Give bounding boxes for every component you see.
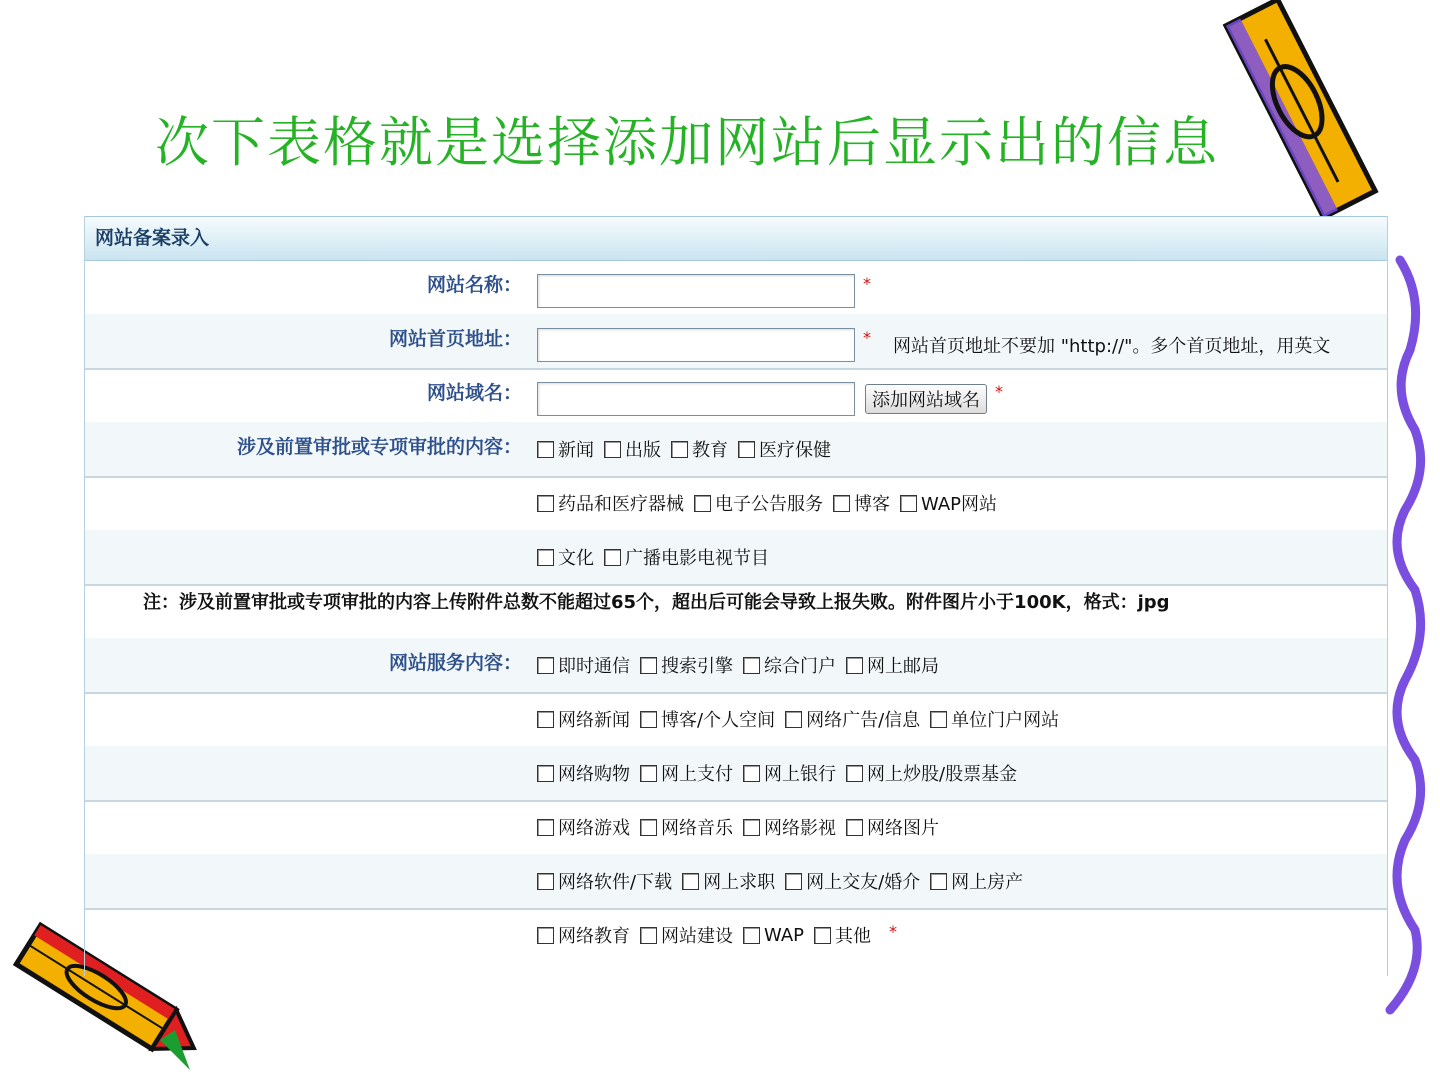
service-option[interactable]: 网络音乐 <box>640 814 733 840</box>
domain-input[interactable] <box>537 382 855 416</box>
required-mark: * <box>995 382 1003 401</box>
service-option[interactable]: 搜索引擎 <box>640 652 733 678</box>
website-registration-panel <box>84 216 1388 976</box>
approval-option[interactable]: 广播电影电视节目 <box>604 544 769 570</box>
service-option[interactable]: 网上支付 <box>640 760 733 786</box>
checkbox[interactable] <box>640 765 657 782</box>
checkbox[interactable] <box>682 873 699 890</box>
checkbox[interactable] <box>537 657 554 674</box>
service-option[interactable]: 网上炒股/股票基金 <box>846 760 1017 786</box>
services-options-5 <box>537 868 1033 894</box>
row-approval-1 <box>85 422 1387 478</box>
service-option[interactable]: 网上邮局 <box>846 652 939 678</box>
site-name-label: 网站名称： <box>426 274 522 296</box>
service-option[interactable]: 网上银行 <box>743 760 836 786</box>
domain-label: 网站域名： <box>426 382 522 404</box>
row-home-url <box>85 314 1387 370</box>
panel-header: 网站备案录入 <box>85 216 1387 261</box>
checkbox[interactable] <box>846 765 863 782</box>
checkbox[interactable] <box>537 927 554 944</box>
checkbox[interactable] <box>537 873 554 890</box>
row-services-5 <box>85 854 1387 910</box>
checkbox[interactable] <box>537 819 554 836</box>
service-option[interactable]: 网络软件/下载 <box>537 868 672 894</box>
row-services-6 <box>85 908 1387 962</box>
service-option[interactable]: 网上求职 <box>682 868 775 894</box>
checkbox[interactable] <box>743 765 760 782</box>
service-option[interactable]: 博客/个人空间 <box>640 706 775 732</box>
service-option[interactable]: WAP <box>743 925 804 946</box>
required-mark: * <box>888 922 897 941</box>
approval-option[interactable]: 药品和医疗器械 <box>537 490 684 516</box>
checkbox[interactable] <box>930 711 947 728</box>
row-services-2 <box>85 692 1387 748</box>
required-mark: * <box>863 328 871 347</box>
checkbox[interactable] <box>785 711 802 728</box>
checkbox[interactable] <box>537 711 554 728</box>
service-option[interactable]: 网站建设 <box>640 922 733 948</box>
checkbox[interactable] <box>537 549 554 566</box>
service-option[interactable]: 网络新闻 <box>537 706 630 732</box>
checkbox[interactable] <box>743 819 760 836</box>
approval-option[interactable]: 医疗保健 <box>738 436 831 462</box>
site-name-input[interactable] <box>537 274 855 308</box>
checkbox[interactable] <box>738 441 755 458</box>
approval-option[interactable]: 文化 <box>537 544 594 570</box>
approval-options-3 <box>537 544 779 570</box>
checkbox[interactable] <box>694 495 711 512</box>
services-label: 网站服务内容： <box>388 652 522 674</box>
checkbox[interactable] <box>671 441 688 458</box>
checkbox[interactable] <box>604 441 621 458</box>
approval-option[interactable]: 出版 <box>604 436 661 462</box>
slide-title: 次下表格就是选择添加网站后显示出的信息 <box>155 111 1219 174</box>
approval-label: 涉及前置审批或专项审批的内容： <box>236 436 522 458</box>
approval-option[interactable]: 博客 <box>833 490 890 516</box>
checkbox[interactable] <box>900 495 917 512</box>
service-option[interactable]: 网络游戏 <box>537 814 630 840</box>
service-option[interactable]: 即时通信 <box>537 652 630 678</box>
service-option[interactable]: 网络购物 <box>537 760 630 786</box>
upload-note: 注：涉及前置审批或专项审批的内容上传附件总数不能超过65个，超出后可能会导致上报失败。附件图片小于100K，格式：jpg <box>143 592 1170 613</box>
approval-options-2 <box>537 490 1007 516</box>
services-options-6 <box>537 922 897 948</box>
services-options-1 <box>537 652 949 678</box>
checkbox[interactable] <box>930 873 947 890</box>
add-domain-button[interactable]: 添加网站域名 <box>865 384 987 414</box>
services-options-2 <box>537 706 1069 732</box>
checkbox[interactable] <box>846 657 863 674</box>
row-services-4 <box>85 800 1387 856</box>
service-option[interactable]: 网上房产 <box>930 868 1023 894</box>
checkbox[interactable] <box>640 711 657 728</box>
approval-option[interactable]: 新闻 <box>537 436 594 462</box>
row-approval-2 <box>85 476 1387 532</box>
home-url-label: 网站首页地址： <box>388 328 522 350</box>
service-option[interactable]: 网络广告/信息 <box>785 706 920 732</box>
service-option[interactable]: 综合门户 <box>743 652 836 678</box>
checkbox[interactable] <box>743 657 760 674</box>
row-services-1 <box>85 638 1387 694</box>
pencil-top-right-icon <box>1205 0 1440 240</box>
checkbox[interactable] <box>743 927 760 944</box>
checkbox[interactable] <box>604 549 621 566</box>
row-site-name <box>85 260 1387 316</box>
approval-option[interactable]: 教育 <box>671 436 728 462</box>
checkbox[interactable] <box>785 873 802 890</box>
services-options-3 <box>537 760 1027 786</box>
services-options-4 <box>537 814 949 840</box>
home-url-hint: 网站首页地址不要加 "http://"。多个首页地址，用英文 <box>893 336 1331 357</box>
row-services-3 <box>85 746 1387 802</box>
row-domain <box>85 368 1387 424</box>
checkbox[interactable] <box>640 657 657 674</box>
service-option[interactable]: 网络影视 <box>743 814 836 840</box>
required-mark: * <box>863 274 871 293</box>
checkbox[interactable] <box>537 441 554 458</box>
checkbox[interactable] <box>640 927 657 944</box>
checkbox[interactable] <box>814 927 831 944</box>
service-option[interactable]: 网络图片 <box>846 814 939 840</box>
row-note <box>85 584 1387 640</box>
checkbox[interactable] <box>537 765 554 782</box>
service-option[interactable]: 网上交友/婚介 <box>785 868 920 894</box>
approval-options-1 <box>537 436 841 462</box>
approval-option[interactable]: WAP网站 <box>900 490 997 516</box>
service-option[interactable]: 网络教育 <box>537 922 630 948</box>
approval-option[interactable]: 电子公告服务 <box>694 490 823 516</box>
checkbox[interactable] <box>846 819 863 836</box>
checkbox[interactable] <box>537 495 554 512</box>
checkbox[interactable] <box>833 495 850 512</box>
service-option[interactable]: 其他 <box>814 922 871 948</box>
checkbox[interactable] <box>640 819 657 836</box>
service-option[interactable]: 单位门户网站 <box>930 706 1059 732</box>
home-url-input[interactable] <box>537 328 855 362</box>
row-approval-3 <box>85 530 1387 586</box>
